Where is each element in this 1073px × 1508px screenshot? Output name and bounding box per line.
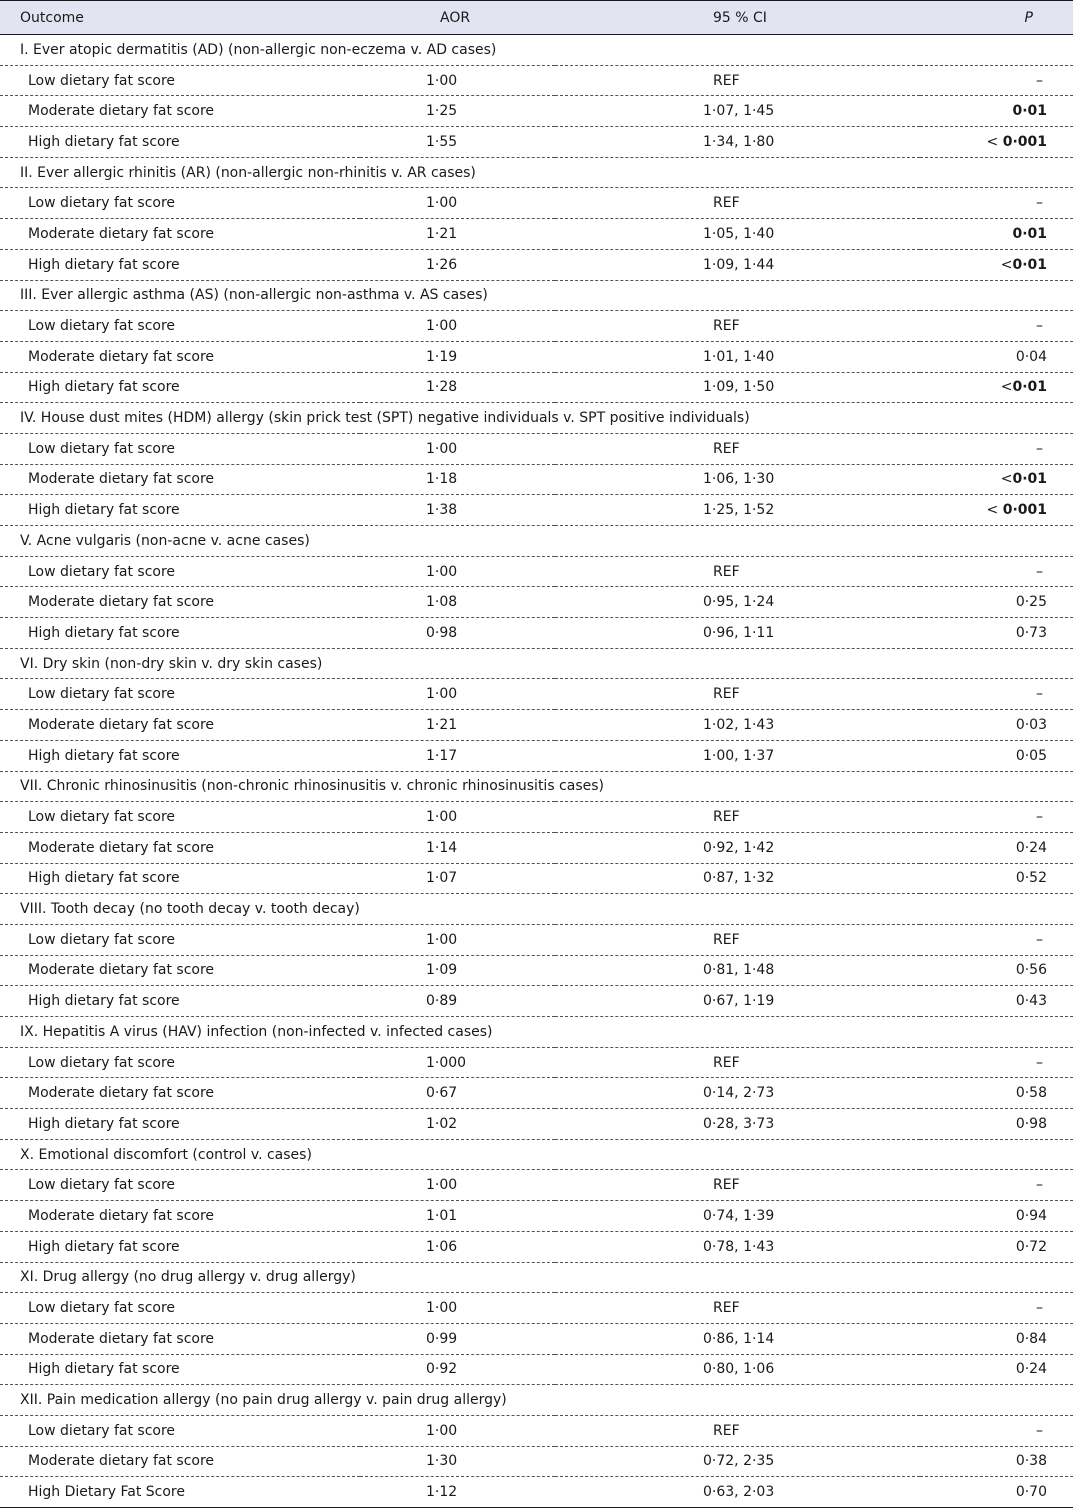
row-label: Low dietary fat score xyxy=(28,1422,176,1439)
ci-value: 0·80, 1·06 xyxy=(703,1361,775,1378)
table-row xyxy=(0,955,1073,986)
row-label: Moderate dietary fat score xyxy=(28,471,215,488)
ci-value: 0·78, 1·43 xyxy=(703,1238,775,1255)
section-row xyxy=(0,1017,1073,1048)
row-label: High dietary fat score xyxy=(28,502,180,519)
section-title: X. Emotional discomfort (control v. cases) xyxy=(20,1146,312,1163)
row-label: High dietary fat score xyxy=(28,870,180,887)
aor-value: 1·26 xyxy=(426,256,458,273)
aor-value: 1·01 xyxy=(426,1207,458,1224)
row-label: Moderate dietary fat score xyxy=(28,103,215,120)
p-value xyxy=(920,986,1073,1017)
p-prefix: < xyxy=(986,133,1003,150)
p-value xyxy=(920,495,1073,526)
p-number: 0·72 xyxy=(1015,1238,1047,1255)
table-row xyxy=(0,740,1073,771)
table-row xyxy=(0,433,1073,464)
section-row xyxy=(0,771,1073,802)
p-number: – xyxy=(1036,1300,1043,1317)
ci-value: 0·87, 1·32 xyxy=(703,870,775,887)
p-number: 0·98 xyxy=(1015,1115,1047,1132)
p-number: – xyxy=(1036,72,1043,89)
p-number: – xyxy=(1036,318,1043,335)
p-value xyxy=(920,1415,1073,1446)
aor-value: 0·89 xyxy=(426,993,458,1010)
p-value xyxy=(920,710,1073,741)
aor-value: 1·21 xyxy=(426,716,458,733)
p-value xyxy=(920,924,1073,955)
p-value xyxy=(920,1477,1073,1508)
p-value xyxy=(920,1170,1073,1201)
p-number: 0·56 xyxy=(1015,962,1047,979)
row-label: Low dietary fat score xyxy=(28,563,176,580)
p-number: 0·01 xyxy=(1012,225,1047,242)
p-number: – xyxy=(1036,563,1043,580)
p-prefix: < xyxy=(1000,471,1013,488)
p-number: – xyxy=(1036,686,1043,703)
table-row xyxy=(0,372,1073,403)
p-number: 0·01 xyxy=(1012,256,1047,273)
aor-value: 1·00 xyxy=(426,1177,458,1194)
row-label: High dietary fat score xyxy=(28,1361,180,1378)
table-row xyxy=(0,832,1073,863)
p-value xyxy=(920,127,1073,158)
ci-value: REF xyxy=(713,1422,740,1439)
p-prefix: < xyxy=(1000,256,1013,273)
row-label: High dietary fat score xyxy=(28,624,180,641)
p-value xyxy=(920,341,1073,372)
ci-value: 1·00, 1·37 xyxy=(703,747,775,764)
table-row xyxy=(0,986,1073,1017)
row-label: Moderate dietary fat score xyxy=(28,225,215,242)
p-value xyxy=(920,1201,1073,1232)
ci-value: 0·28, 3·73 xyxy=(703,1115,775,1132)
table-row xyxy=(0,127,1073,158)
p-number: – xyxy=(1036,195,1043,212)
p-number: – xyxy=(1036,809,1043,826)
table-row xyxy=(0,1354,1073,1385)
section-title: I. Ever atopic dermatitis (AD) (non-allergic non-eczema v. AD cases) xyxy=(20,41,497,58)
p-number: 0·52 xyxy=(1015,870,1047,887)
section-row xyxy=(0,35,1073,66)
p-number: – xyxy=(1036,1422,1043,1439)
aor-value: 1·00 xyxy=(426,318,458,335)
aor-value: 1·14 xyxy=(426,839,458,856)
section-title: V. Acne vulgaris (non-acne v. acne cases) xyxy=(20,532,310,549)
table-row xyxy=(0,1293,1073,1324)
table-row xyxy=(0,188,1073,219)
row-label: Moderate dietary fat score xyxy=(28,1085,215,1102)
row-label: Moderate dietary fat score xyxy=(28,348,215,365)
row-label: High dietary fat score xyxy=(28,993,180,1010)
header-aor: AOR xyxy=(440,9,471,26)
ci-value: 1·09, 1·44 xyxy=(703,256,775,273)
aor-value: 1·00 xyxy=(426,1300,458,1317)
row-label: Moderate dietary fat score xyxy=(28,1207,215,1224)
ci-value: 0·86, 1·14 xyxy=(703,1330,775,1347)
p-value xyxy=(920,65,1073,96)
aor-value: 0·99 xyxy=(426,1330,458,1347)
table-row xyxy=(0,464,1073,495)
p-number: 0·001 xyxy=(1002,502,1047,519)
table-row xyxy=(0,1170,1073,1201)
table-row xyxy=(0,1231,1073,1262)
p-number: 0·94 xyxy=(1015,1207,1047,1224)
p-value xyxy=(920,433,1073,464)
p-number: 0·04 xyxy=(1015,348,1047,365)
p-value xyxy=(920,618,1073,649)
table-row xyxy=(0,587,1073,618)
p-value xyxy=(920,96,1073,127)
row-label: Moderate dietary fat score xyxy=(28,1453,215,1470)
ci-value: REF xyxy=(713,440,740,457)
ci-value: 1·01, 1·40 xyxy=(703,348,775,365)
table-row xyxy=(0,96,1073,127)
ci-value: REF xyxy=(713,1177,740,1194)
table-row xyxy=(0,863,1073,894)
ci-value: 0·92, 1·42 xyxy=(703,839,775,856)
ci-value: 1·05, 1·40 xyxy=(703,225,775,242)
table-row xyxy=(0,1078,1073,1109)
row-label: High dietary fat score xyxy=(28,1115,180,1132)
aor-value: 1·00 xyxy=(426,686,458,703)
aor-value: 1·17 xyxy=(426,747,458,764)
p-number: – xyxy=(1036,1177,1043,1194)
p-number: 0·001 xyxy=(1002,133,1047,150)
section-row xyxy=(0,894,1073,925)
p-value xyxy=(920,372,1073,403)
section-row xyxy=(0,648,1073,679)
section-row xyxy=(0,403,1073,434)
p-number: – xyxy=(1036,440,1043,457)
header-p: P xyxy=(1024,9,1033,26)
row-label: Moderate dietary fat score xyxy=(28,962,215,979)
p-number: 0·84 xyxy=(1015,1330,1047,1347)
aor-value: 1·000 xyxy=(426,1054,467,1071)
table-row xyxy=(0,679,1073,710)
table-row xyxy=(0,495,1073,526)
aor-value: 1·30 xyxy=(426,1453,458,1470)
header-outcome: Outcome xyxy=(20,9,84,26)
p-number: 0·03 xyxy=(1015,716,1047,733)
header-ci: 95 % CI xyxy=(713,9,767,26)
header-row xyxy=(0,1,1073,35)
table-row xyxy=(0,924,1073,955)
p-value xyxy=(920,1078,1073,1109)
ci-value: REF xyxy=(713,1300,740,1317)
ci-value: 0·95, 1·24 xyxy=(703,594,775,611)
row-label: Low dietary fat score xyxy=(28,1300,176,1317)
row-label: Low dietary fat score xyxy=(28,72,176,89)
p-number: 0·58 xyxy=(1015,1085,1047,1102)
p-value xyxy=(920,587,1073,618)
aor-value: 1·00 xyxy=(426,72,458,89)
ci-value: REF xyxy=(713,1054,740,1071)
p-value xyxy=(920,955,1073,986)
table-row xyxy=(0,1109,1073,1140)
section-row xyxy=(0,1262,1073,1293)
aor-value: 1·25 xyxy=(426,103,458,120)
aor-value: 1·55 xyxy=(426,133,458,150)
row-label: Low dietary fat score xyxy=(28,931,176,948)
row-label: High dietary fat score xyxy=(28,256,180,273)
ci-value: 0·96, 1·11 xyxy=(703,624,775,641)
p-value xyxy=(920,1323,1073,1354)
p-number: 0·01 xyxy=(1012,379,1047,396)
row-label: Moderate dietary fat score xyxy=(28,1330,215,1347)
row-label: Moderate dietary fat score xyxy=(28,716,215,733)
table-row xyxy=(0,65,1073,96)
p-value xyxy=(920,863,1073,894)
section-title: III. Ever allergic asthma (AS) (non-allergic non-asthma v. AS cases) xyxy=(20,287,488,304)
ci-value: REF xyxy=(713,686,740,703)
table-row xyxy=(0,1477,1073,1508)
table-row xyxy=(0,249,1073,280)
table-header xyxy=(0,1,1073,35)
ci-value: 0·72, 2·35 xyxy=(703,1453,775,1470)
p-number: 0·70 xyxy=(1015,1484,1047,1501)
p-number: 0·38 xyxy=(1015,1453,1047,1470)
aor-value: 1·19 xyxy=(426,348,458,365)
ci-value: REF xyxy=(713,931,740,948)
table-row xyxy=(0,1047,1073,1078)
p-number: – xyxy=(1036,931,1043,948)
p-value xyxy=(920,802,1073,833)
p-value xyxy=(920,464,1073,495)
table-row xyxy=(0,1415,1073,1446)
section-title: IX. Hepatitis A virus (HAV) infection (non-infected v. infected cases) xyxy=(20,1023,493,1040)
row-label: Low dietary fat score xyxy=(28,1054,176,1071)
aor-value: 1·28 xyxy=(426,379,458,396)
p-value xyxy=(920,832,1073,863)
section-title: II. Ever allergic rhinitis (AR) (non-allergic non-rhinitis v. AR cases) xyxy=(20,164,476,181)
p-number: 0·01 xyxy=(1012,471,1047,488)
section-title: VIII. Tooth decay (no tooth decay v. tooth decay) xyxy=(20,901,360,918)
ci-value: 1·34, 1·80 xyxy=(703,133,775,150)
table-row xyxy=(0,341,1073,372)
table-row xyxy=(0,556,1073,587)
table-row xyxy=(0,219,1073,250)
row-label: Low dietary fat score xyxy=(28,1177,176,1194)
table-row xyxy=(0,802,1073,833)
p-value xyxy=(920,219,1073,250)
ci-value: 0·14, 2·73 xyxy=(703,1085,775,1102)
row-label: Low dietary fat score xyxy=(28,686,176,703)
aor-value: 1·06 xyxy=(426,1238,458,1255)
ci-value: 0·67, 1·19 xyxy=(703,993,775,1010)
p-value xyxy=(920,556,1073,587)
p-value xyxy=(920,679,1073,710)
aor-value: 1·00 xyxy=(426,563,458,580)
section-row xyxy=(0,526,1073,557)
aor-value: 1·00 xyxy=(426,195,458,212)
ci-value: 1·09, 1·50 xyxy=(703,379,775,396)
p-number: 0·43 xyxy=(1015,993,1047,1010)
p-value xyxy=(920,1354,1073,1385)
aor-value: 1·09 xyxy=(426,962,458,979)
row-label: Moderate dietary fat score xyxy=(28,839,215,856)
p-number: 0·24 xyxy=(1015,1361,1047,1378)
p-number: – xyxy=(1036,1054,1043,1071)
ci-value: REF xyxy=(713,195,740,212)
aor-value: 1·07 xyxy=(426,870,458,887)
p-number: 0·73 xyxy=(1015,624,1047,641)
aor-value: 1·08 xyxy=(426,594,458,611)
p-value xyxy=(920,188,1073,219)
row-label: Low dietary fat score xyxy=(28,809,176,826)
ci-value: 1·07, 1·45 xyxy=(703,103,775,120)
p-number: 0·01 xyxy=(1012,103,1047,120)
row-label: High dietary fat score xyxy=(28,133,180,150)
section-title: IV. House dust mites (HDM) allergy (skin prick test (SPT) negative individuals v. SPT positive individuals) xyxy=(20,410,750,427)
p-value xyxy=(920,1446,1073,1477)
p-number: 0·24 xyxy=(1015,839,1047,856)
row-label: Low dietary fat score xyxy=(28,318,176,335)
section-row xyxy=(0,157,1073,188)
row-label: High dietary fat score xyxy=(28,1238,180,1255)
aor-value: 1·38 xyxy=(426,502,458,519)
p-value xyxy=(920,1293,1073,1324)
row-label: Low dietary fat score xyxy=(28,440,176,457)
aor-value: 1·00 xyxy=(426,1422,458,1439)
section-title: VII. Chronic rhinosinusitis (non-chronic rhinosinusitis v. chronic rhinosinusitis cases) xyxy=(20,778,605,795)
p-value xyxy=(920,740,1073,771)
table-body xyxy=(0,35,1073,1508)
p-value xyxy=(920,1109,1073,1140)
section-title: VI. Dry skin (non-dry skin v. dry skin cases) xyxy=(20,655,323,672)
ci-value: 1·02, 1·43 xyxy=(703,716,775,733)
aor-value: 0·67 xyxy=(426,1085,458,1102)
ci-value: 0·63, 2·03 xyxy=(703,1484,775,1501)
ci-value: 1·06, 1·30 xyxy=(703,471,775,488)
aor-value: 1·02 xyxy=(426,1115,458,1132)
aor-value: 0·98 xyxy=(426,624,458,641)
row-label: High dietary fat score xyxy=(28,379,180,396)
section-row xyxy=(0,1139,1073,1170)
row-label: High Dietary Fat Score xyxy=(28,1484,185,1501)
section-title: XII. Pain medication allergy (no pain drug allergy v. pain drug allergy) xyxy=(20,1392,507,1409)
section-row xyxy=(0,1385,1073,1416)
table-row xyxy=(0,311,1073,342)
aor-value: 1·18 xyxy=(426,471,458,488)
ci-value: 0·81, 1·48 xyxy=(703,962,775,979)
ci-value: REF xyxy=(713,72,740,89)
p-value xyxy=(920,311,1073,342)
aor-value: 1·00 xyxy=(426,931,458,948)
section-row xyxy=(0,280,1073,311)
p-prefix: < xyxy=(986,502,1003,519)
table-row xyxy=(0,1201,1073,1232)
section-title: XI. Drug allergy (no drug allergy v. drug allergy) xyxy=(20,1269,356,1286)
row-label: Moderate dietary fat score xyxy=(28,594,215,611)
table-row xyxy=(0,618,1073,649)
p-value xyxy=(920,1047,1073,1078)
p-value xyxy=(920,249,1073,280)
aor-value: 1·00 xyxy=(426,809,458,826)
ci-value: REF xyxy=(713,809,740,826)
table-row xyxy=(0,1323,1073,1354)
p-number: 0·25 xyxy=(1015,594,1047,611)
row-label: Low dietary fat score xyxy=(28,195,176,212)
table-row xyxy=(0,710,1073,741)
ci-value: 1·25, 1·52 xyxy=(703,502,775,519)
ci-value: 0·74, 1·39 xyxy=(703,1207,775,1224)
aor-value: 1·21 xyxy=(426,225,458,242)
p-prefix: < xyxy=(1000,379,1013,396)
ci-value: REF xyxy=(713,563,740,580)
aor-value: 1·12 xyxy=(426,1484,458,1501)
aor-value: 1·00 xyxy=(426,440,458,457)
ci-value: REF xyxy=(713,318,740,335)
table-row xyxy=(0,1446,1073,1477)
aor-value: 0·92 xyxy=(426,1361,458,1378)
row-label: High dietary fat score xyxy=(28,747,180,764)
p-number: 0·05 xyxy=(1015,747,1047,764)
p-value xyxy=(920,1231,1073,1262)
